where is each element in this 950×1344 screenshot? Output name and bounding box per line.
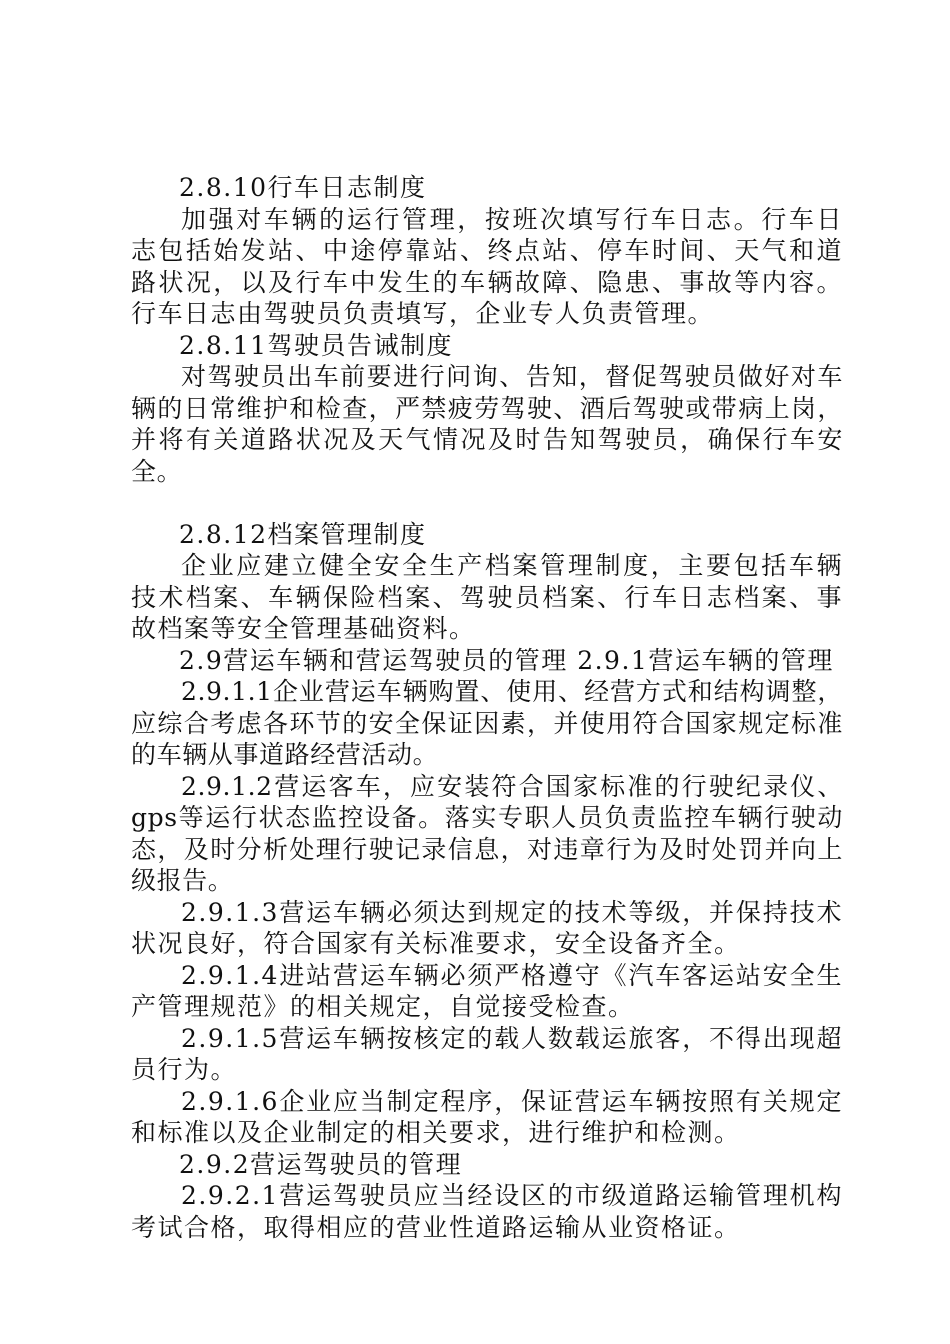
section-heading-2-8-12: 2.8.12档案管理制度 (179, 519, 427, 549)
document-page (131, 172, 843, 1243)
section-heading-2-8-10: 2.8.10行车日志制度 (179, 173, 427, 202)
blank-line (131, 487, 843, 519)
paragraph-2-9-1-5: 2.9.1.5营运车辆按核定的载人数载运旅客，不得出现超员行为。 (131, 1023, 843, 1084)
paragraph-driving-log: 加强对车辆的运行管理，按班次填写行车日志。行车日志包括始发站、中途停靠站、终点站、停车时间、天气和道路状况，以及行车中发生的车辆故障、隐患、事故等内容。行车日志由驾驶员负责填写，企业专人负责管理。 (131, 204, 843, 328)
section-heading-2-9-2: 2.9.2营运驾驶员的管理 (179, 1149, 463, 1179)
paragraph-driver-warning: 对驾驶员出车前要进行问询、告知，督促驾驶员做好对车辆的日常维护和检查，严禁疲劳驾驶、酒后驾驶或带病上岗，并将有关道路状况及天气情况及时告知驾驶员，确保行车安全。 (131, 362, 843, 486)
paragraph-archive-management: 企业应建立健全安全生产档案管理制度，主要包括车辆技术档案、车辆保险档案、驾驶员档案、行车日志档案、事故档案等安全管理基础资料。 (131, 551, 843, 643)
paragraph-2-9-1-4: 2.9.1.4进站营运车辆必须严格遵守《汽车客运站安全生产管理规范》的相关规定，自觉接受检查。 (131, 960, 843, 1021)
paragraph-2-9-1-6: 2.9.1.6企业应当制定程序，保证营运车辆按照有关规定和标准以及企业制定的相关要求，进行维护和检测。 (131, 1086, 843, 1147)
section-heading-2-9: 2.9营运车辆和营运驾驶员的管理 2.9.1营运车辆的管理 (179, 645, 834, 675)
paragraph-2-9-1-2: 2.9.1.2营运客车，应安装符合国家标准的行驶纪录仪、gps等运行状态监控设备。落实专职人员负责监控车辆行驶动态，及时分析处理行驶记录信息，对违章行为及时处罚并向上级报告。 (131, 771, 843, 895)
paragraph-2-9-2-1: 2.9.2.1营运驾驶员应当经设区的市级道路运输管理机构考试合格，取得相应的营业性道路运输从业资格证。 (131, 1181, 843, 1242)
section-heading-2-8-11: 2.8.11驾驶员告诫制度 (179, 330, 454, 360)
paragraph-2-9-1-3: 2.9.1.3营运车辆必须达到规定的技术等级，并保持技术状况良好，符合国家有关标准要求，安全设备齐全。 (131, 897, 843, 958)
paragraph-2-9-1-1: 2.9.1.1企业营运车辆购置、使用、经营方式和结构调整，应综合考虑各环节的安全保证因素，并使用符合国家规定标准的车辆从事道路经营活动。 (131, 677, 843, 769)
